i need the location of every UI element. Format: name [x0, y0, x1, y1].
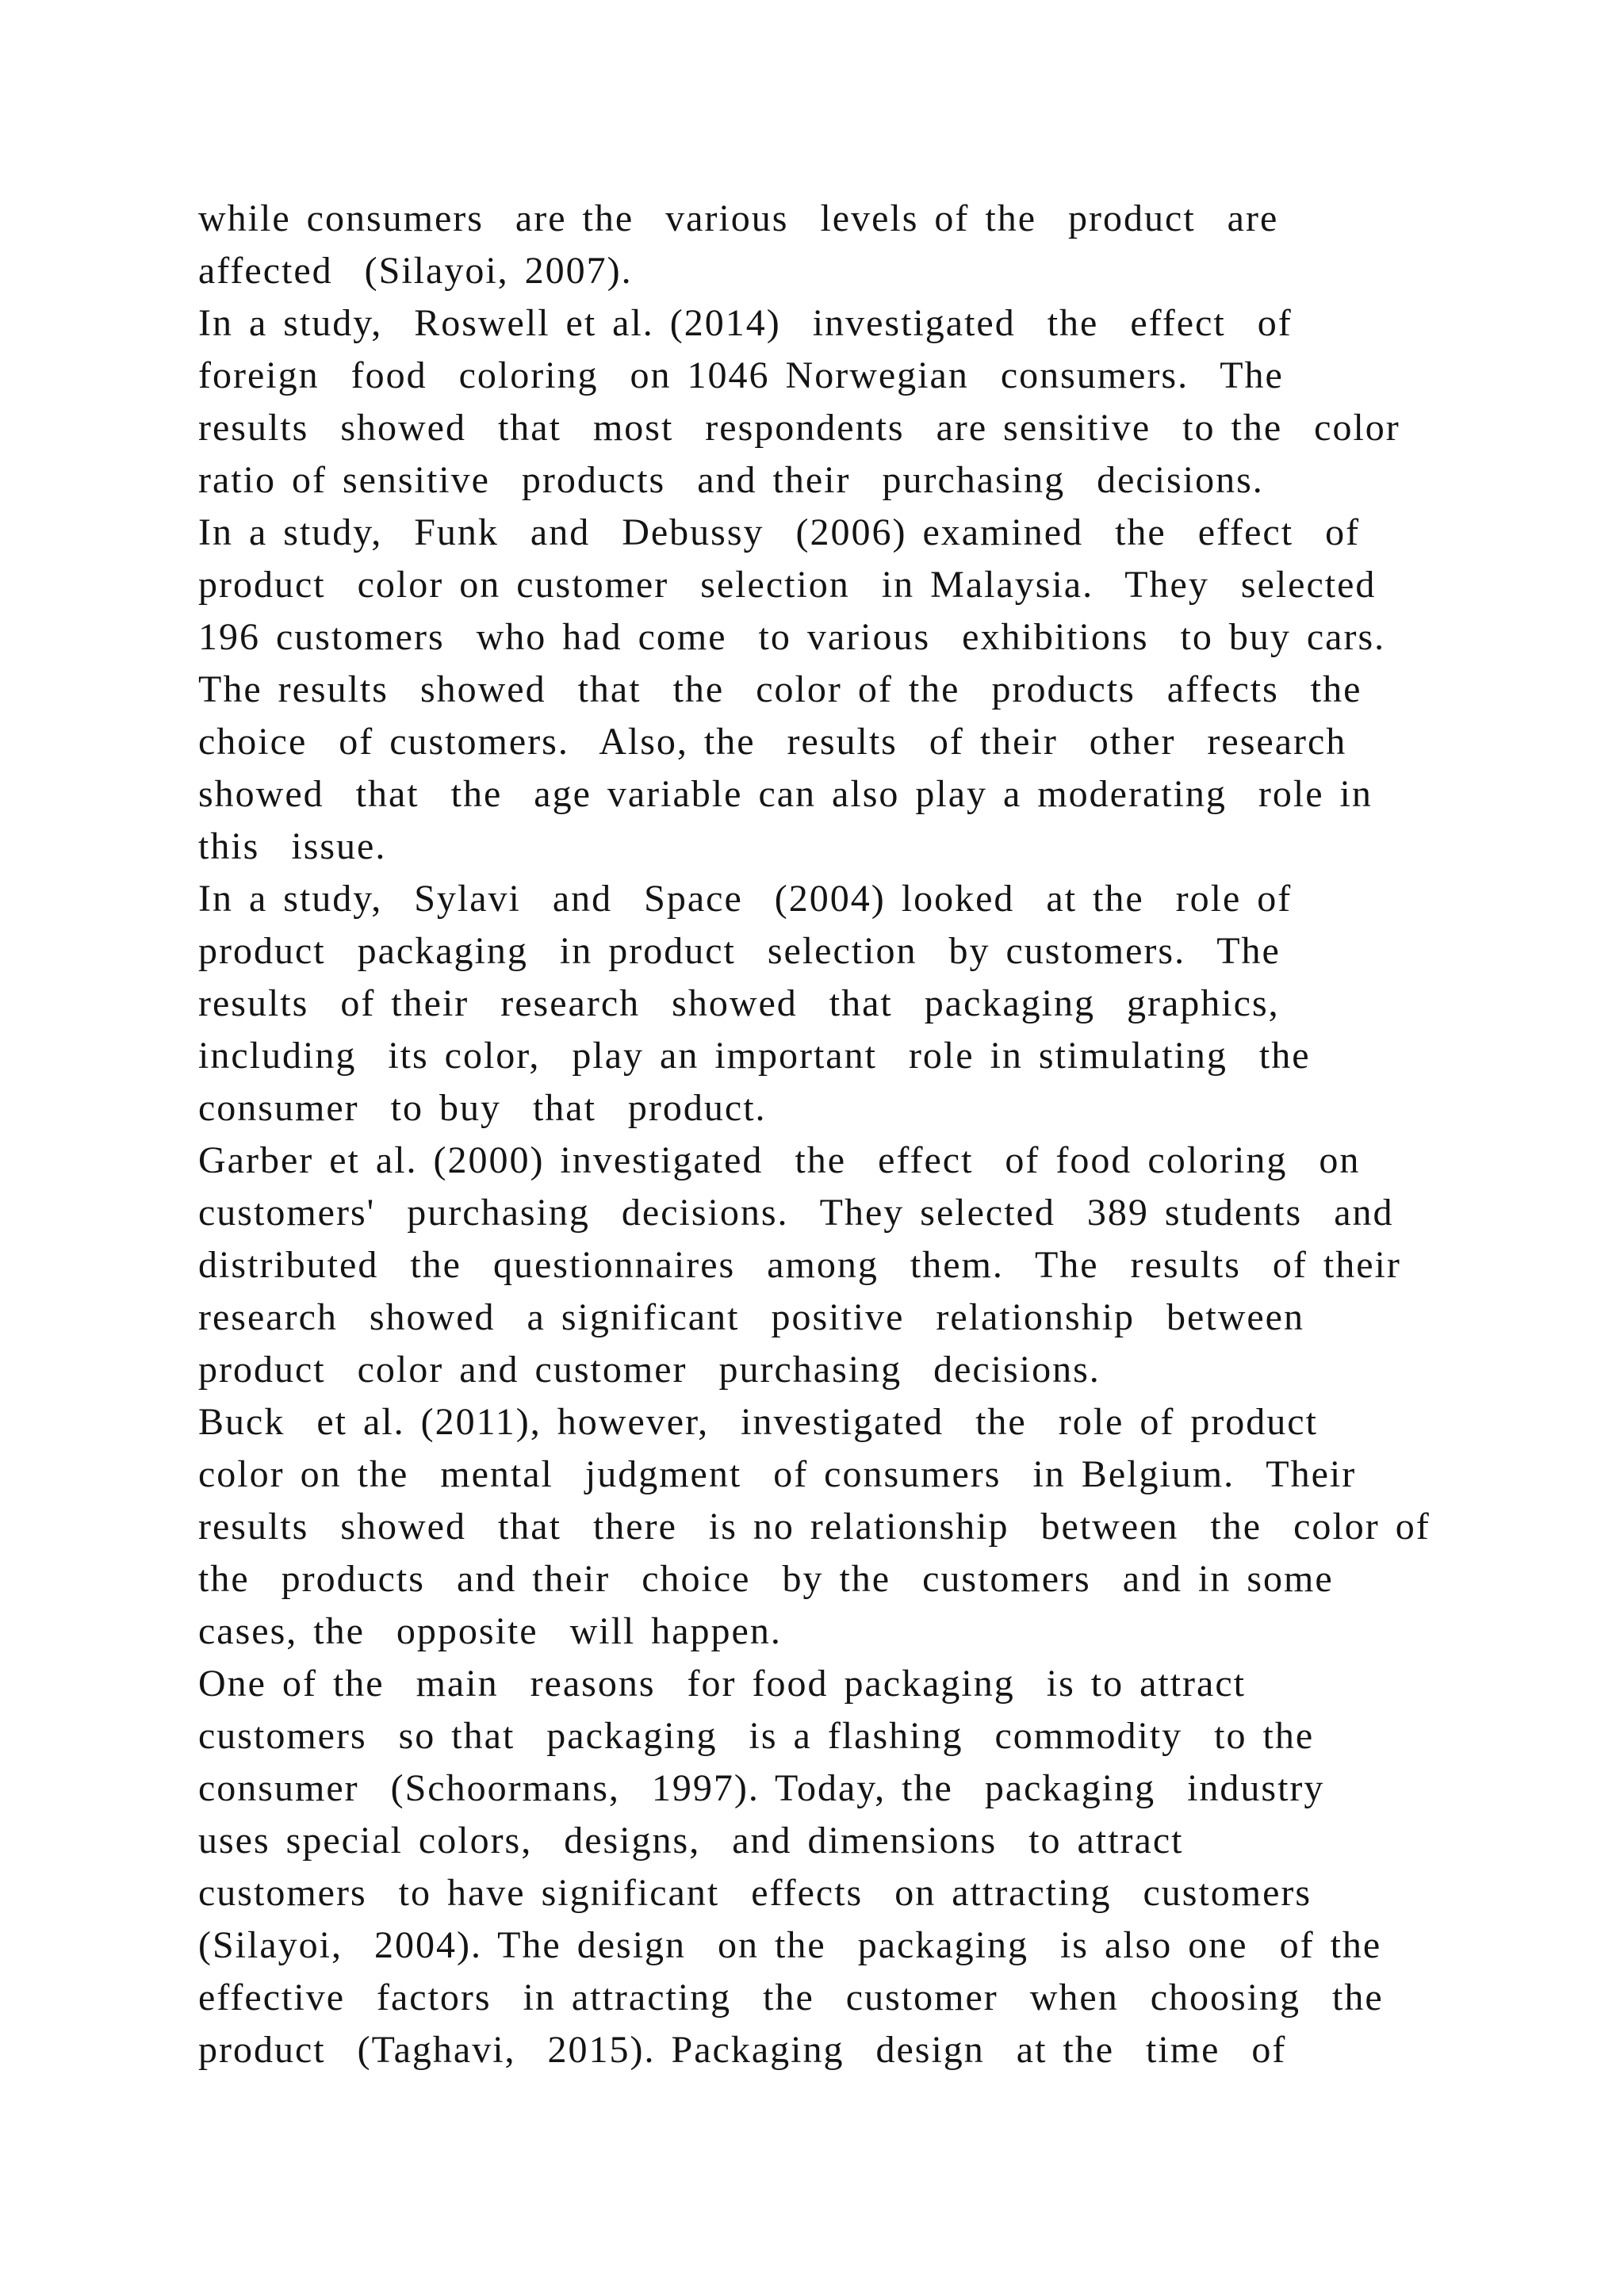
text-line: ratio of sensitive products and their purchasing decisions.: [198, 459, 1264, 501]
text-line: customers' purchasing decisions. They selected 389 students and: [198, 1192, 1394, 1234]
text-line: affected (Silayoi, 2007).: [198, 250, 633, 292]
text-line: In a study, Roswell et al. (2014) investigated the effect of: [198, 302, 1293, 344]
text-line: effective factors in attracting the customer when choosing the: [198, 1976, 1384, 2019]
text-line: consumer (Schoormans, 1997). Today, the packaging industry: [198, 1767, 1325, 1809]
text-line: product packaging in product selection by customers. The: [198, 930, 1281, 972]
text-line: The results showed that the color of the products affects the: [198, 668, 1362, 710]
text-line: product color and customer purchasing decisions.: [198, 1349, 1101, 1391]
text-line: color on the mental judgment of consumers in Belgium. Their: [198, 1453, 1357, 1495]
text-line: results of their research showed that packaging graphics,: [198, 982, 1280, 1024]
text-line: choice of customers. Also, the results of their other research: [198, 721, 1347, 763]
text-line: 196 customers who had come to various exhibitions to buy cars.: [198, 616, 1386, 658]
text-line: cases, the opposite will happen.: [198, 1610, 782, 1652]
text-line: showed that the age variable can also play a moderating role in: [198, 773, 1373, 815]
text-line: product (Taghavi, 2015). Packaging design at the time of: [198, 2029, 1287, 2071]
text-line: research showed a significant positive relationship between: [198, 1296, 1304, 1338]
text-line: In a study, Sylavi and Space (2004) looked at the role of: [198, 878, 1293, 920]
text-line: customers to have significant effects on attracting customers: [198, 1872, 1312, 1914]
text-line: distributed the questionnaires among them. The results of their: [198, 1244, 1401, 1286]
text-line: this issue.: [198, 825, 387, 867]
text-line: Garber et al. (2000) investigated the effect of food coloring on: [198, 1139, 1361, 1181]
text-line: In a study, Funk and Debussy (2006) examined the effect of: [198, 511, 1361, 553]
text-line: results showed that most respondents are sensitive to the color: [198, 407, 1400, 449]
body-text: [198, 193, 1499, 2076]
text-line: (Silayoi, 2004). The design on the packaging is also one of the: [198, 1924, 1382, 1966]
text-line: One of the main reasons for food packaging is to attract: [198, 1663, 1246, 1705]
text-line: consumer to buy that product.: [198, 1087, 767, 1129]
text-line: including its color, play an important role in stimulating the: [198, 1035, 1311, 1077]
text-line: Buck et al. (2011), however, investigated the role of product: [198, 1401, 1318, 1443]
text-line: results showed that there is no relationship between the color of: [198, 1506, 1431, 1548]
text-line: customers so that packaging is a flashing commodity to the: [198, 1715, 1315, 1757]
text-line: foreign food coloring on 1046 Norwegian consumers. The: [198, 354, 1284, 396]
text-line: product color on customer selection in Malaysia. They selected: [198, 564, 1377, 606]
text-line: while consumers are the various levels of the product are: [198, 197, 1279, 239]
text-line: the products and their choice by the customers and in some: [198, 1558, 1334, 1600]
text-line: uses special colors, designs, and dimensions to attract: [198, 1820, 1184, 1862]
